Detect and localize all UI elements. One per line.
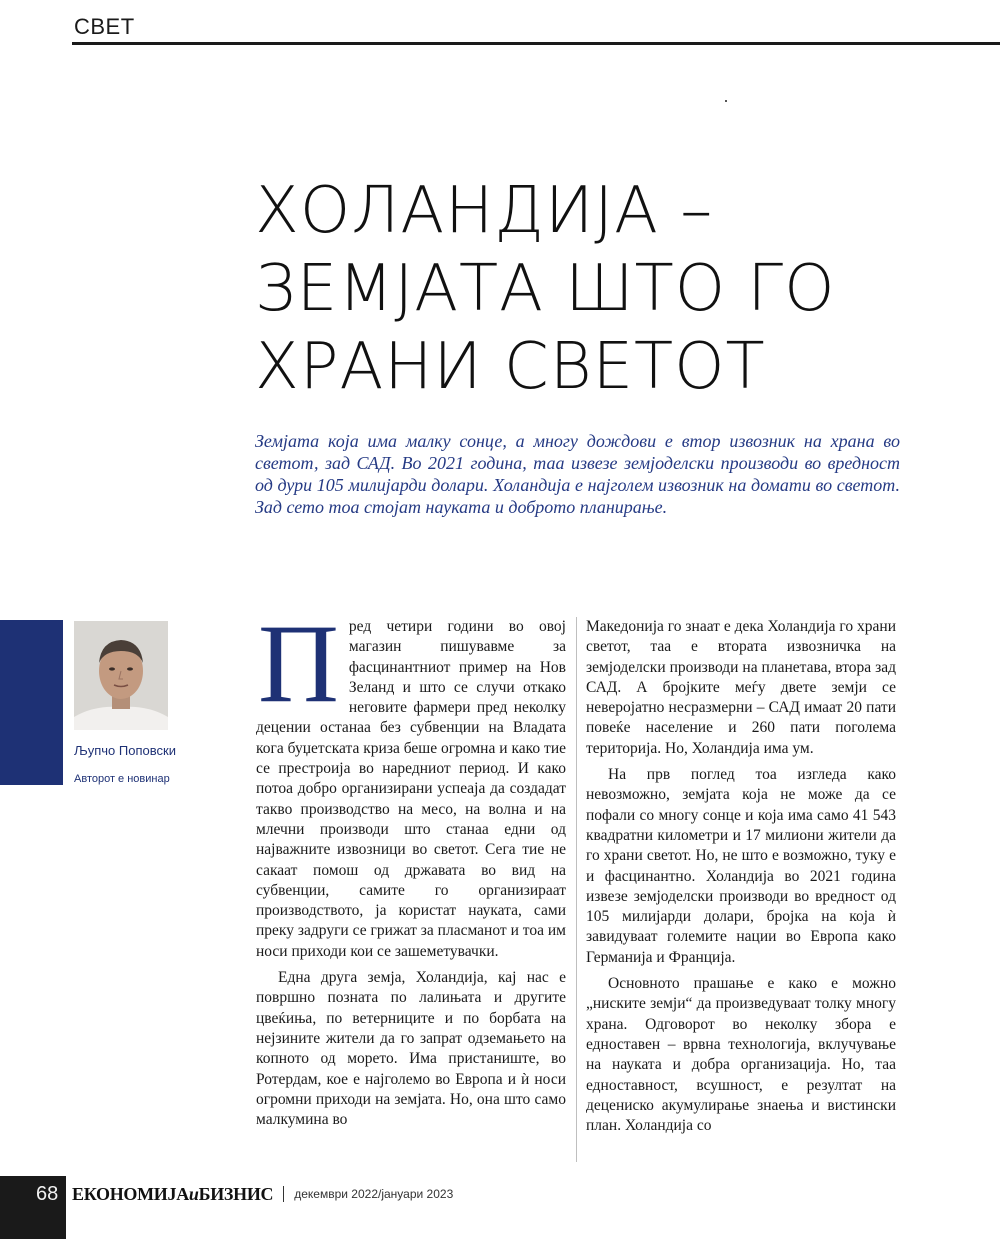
top-rule xyxy=(72,42,1000,45)
section-label: СВЕТ xyxy=(74,14,135,39)
paragraph-4: На прв поглед тоа изгледа како невозможно, земјата која не може да се пофали со многу сонце и која има само 41 543 квадратни километри и 17 милиони жители да го храни светот. Но, не што е возможно, туку е и фасцинантно. Холандија во 2021 година извезе земјоделски производи во вредност од 105 милијарди долари, бројка на која ѝ завидуваат големите нации во Европа како Германија и Франција. xyxy=(586,766,896,966)
page-number: 68 xyxy=(36,1182,59,1205)
article-headline xyxy=(255,172,975,406)
headline-line-1: ХОЛАНДИЈА – xyxy=(255,174,714,248)
article-column-1 xyxy=(256,602,566,1130)
article-lead: Земјата која има малку сонце, а многу дождови е втор извозник на храна во светот, зад САД. Во 2021 година, таа извезе земјоделски производи во вредност од дури 105 милијарди долари. Холандија е најголем извозник на домати во светот. Зад сето тоа стојат науката и доброто планирање. xyxy=(255,431,900,517)
magazine-name-part-1: ЕКОНОМИЈА xyxy=(72,1183,189,1204)
drop-cap: П xyxy=(258,602,339,726)
page-footer xyxy=(36,1180,453,1208)
article-column-2 xyxy=(586,617,896,1136)
paragraph-3: Македонија го знаат е дека Холандија го храни светот, таа е втората извозничка на земјоделски производи на планетава, втора зад САД. А бројките меѓу двете земји се неверојатно несразмерни – САД имаат 20 пати повеќе население и 260 пати поголема територија. Но, Холандија има ум. xyxy=(586,618,896,757)
headline-line-3: ХРАНИ СВЕТОТ xyxy=(255,330,766,404)
author-side-bar xyxy=(0,620,63,785)
author-photo xyxy=(74,621,168,730)
author-role: Авторот е новинар xyxy=(74,773,170,785)
paragraph-5: Основното прашање е како е можно „ниските земји“ да произведуваат толку многу храна. Одговорот во неколку збора е едноставен – врвна технологија, вклучување на науката и добра организација. Но, таа едноставност, всушност, е резултат на децениско акумулирање знаења и вистински план. Холандија со xyxy=(586,975,896,1135)
magazine-logo xyxy=(72,1184,273,1205)
paragraph-2: Една друга земја, Холандија, кај нас е површно позната по лалињата и другите цвеќиња, по ветерниците и по борбата на нејзините жители да го запрат одземањето на копното од морето. Има пристаниште, во Ротердам, кое е најголемо во Европа и ѝ носи огромни приходи на земјата. Но, она што само малкумина во xyxy=(256,969,566,1129)
magazine-name-and: и xyxy=(188,1183,199,1204)
author-name: Љупчо Поповски xyxy=(74,743,176,758)
paragraph-1 xyxy=(256,602,566,962)
print-speck xyxy=(725,100,727,102)
column-divider xyxy=(576,617,577,1162)
headline-line-2: ЗЕМЈАТА ШТО ГО xyxy=(255,252,836,326)
paragraph-1-text: ред четири години во овој магазин пишувавме за фасцинантниот пример на Нов Зеланд и што се случи откако неговите фармери пред неколку децении останаа без субвенции на Владата кога буџетската криза беше огромна и како тие се престроија во наредниот период. И како потоа добро организирани успеаја да создадат такво производство на месо, на волна и на млечни производи што станаа едни од најважните извозници во светот. Сега тие не сакаат помош од државата во вид на субвенции, самите го организираат производството, ја користат науката, сами преку задруги се грижат за пласманот и тоа им носи приходи кои се зашеметувачки. xyxy=(256,618,566,960)
magazine-name-part-2: БИЗНИС xyxy=(198,1183,274,1204)
issue-date: декември 2022/јануари 2023 xyxy=(294,1187,454,1201)
footer-separator xyxy=(283,1186,284,1202)
